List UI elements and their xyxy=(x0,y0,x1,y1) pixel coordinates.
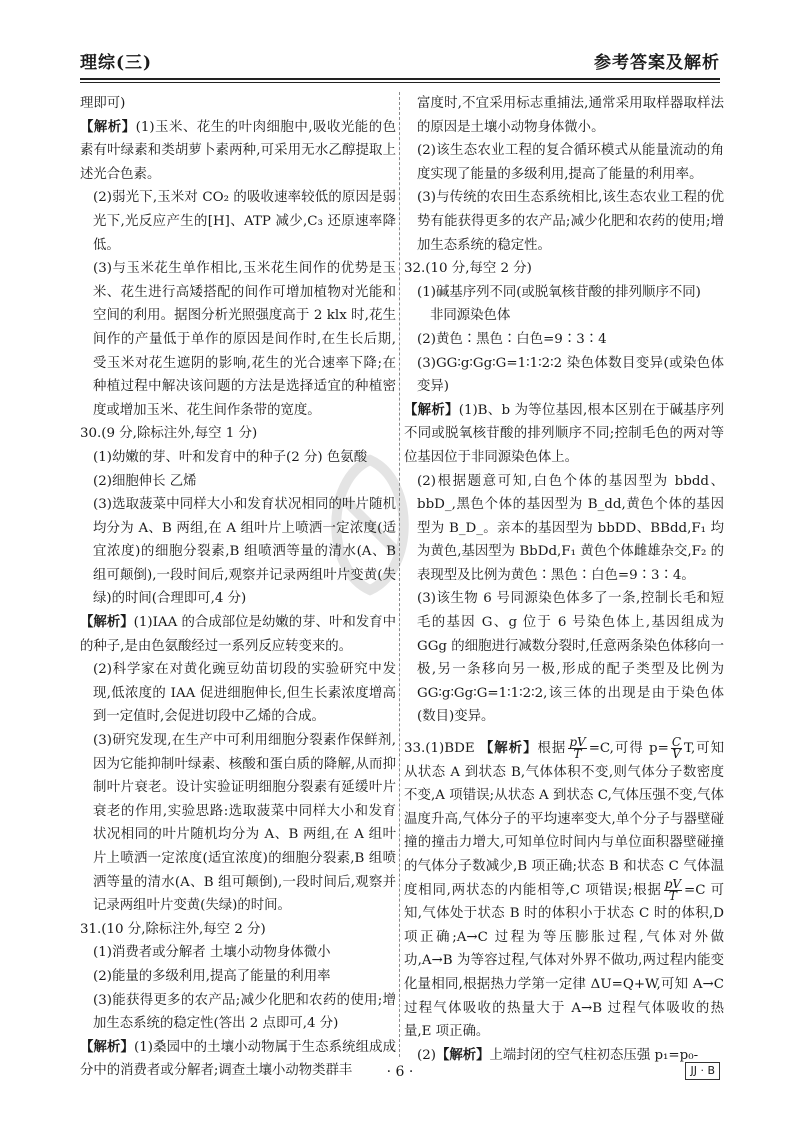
analysis-text: =C 可知,气体处于状态 B 时的体积小于状态 C 时的体积,D 项正确;A→C 过程为等压膨胀过程,气体对外做功,A→B 为等容过程,气体对外界不做功,两过程内能变化量相同,根据热力学第一定律 ΔU=Q+W,可知 A→C 过程气体吸收的热量大于 A→B 过程气体吸收的热量,E 项正确。 xyxy=(404,882,724,1040)
answer-line: (3)能获得更多的农产品;减少化肥和农药的使用;增加生态系统的稳定性(答出 2 点即可,4 分) xyxy=(93,992,396,1032)
header-rule-thin xyxy=(80,82,720,83)
left-column xyxy=(80,92,396,1083)
fraction-pv-over-t: $\frac{pV}{T}$ xyxy=(664,876,682,903)
answer-line: (2)细胞伸长 乙烯 xyxy=(93,473,197,489)
analysis-tag: 【解析】 xyxy=(404,401,459,418)
analysis-text: (1)玉米、花生的叶肉细胞中,吸收光能的色素有叶绿素和类胡萝卜素两种,可采用无水乙醇提取上述光合色素。 xyxy=(80,119,396,182)
answer-title: 参考答案及解析 xyxy=(594,53,720,73)
answer-line: (3)选取菠菜中同样大小和发育状况相同的叶片随机均分为 A、B 两组,在 A 组叶片上喷洒一定浓度(适宜浓度)的细胞分裂素,B 组喷洒等量的清水(A、B 组可颠倒),一段时间后,观察并记录两组叶片变黄(失绿)的时间(合理即可,4 分) xyxy=(93,497,396,607)
analysis-text: (1)IAA 的合成部位是幼嫩的芽、叶和发育中的种子,是由色氨酸经过一系列反应转变来的。 xyxy=(80,615,397,654)
fraction-c-over-v: $\frac{C}{V}$ xyxy=(671,735,681,762)
question-33-answer xyxy=(404,737,724,1044)
analysis-text: =C,可得 p= xyxy=(588,741,669,757)
analysis-text: (2)弱光下,玉米对 CO₂ 的吸收速率较低的原因是弱光下,光反应产生的[H]、ATP 减少,C₃ 还原速率降低。 xyxy=(93,190,396,253)
answer-line: (2)黄色∶黑色∶白色=9∶3∶4 xyxy=(417,331,607,347)
analysis-tag: 【解析】 xyxy=(80,1038,135,1055)
column-divider xyxy=(399,92,400,1057)
text-line: 理即可) xyxy=(80,96,126,111)
analysis-text: 根据 xyxy=(537,741,567,757)
page-number: · 6 · xyxy=(386,1064,414,1080)
answer-line: 33.(1)BDE xyxy=(404,741,480,757)
right-column xyxy=(404,92,724,1067)
analysis-text: (2)根据题意可知,白色个体的基因型为 bbdd、bbD_,黑色个体的基因型为 B_dd,黄色个体的基因型为 B_D_。亲本的基因型为 bbDD、BBdd,F₁ 均为黄色,基因型为 BbDd,F₁ 黄色个体雌雄杂交,F₂ 的表现型及比例为黄色∶黑色∶白色=9∶3∶4。 xyxy=(417,473,724,583)
answer-line: (2) xyxy=(417,1047,436,1063)
analysis-tag: 【解析】 xyxy=(479,740,538,757)
answer-line: (2)能量的多级利用,提高了能量的利用率 xyxy=(93,968,331,984)
analysis-tag: 【解析】 xyxy=(435,1046,490,1063)
answer-line: (1)碱基序列不同(或脱氧核苷酸的排列顺序不同) xyxy=(417,284,701,300)
analysis-text: (1)桑园中的土壤小动物属于生态系统组成成分中的消费者或分解者;调查土壤小动物类群丰 xyxy=(80,1039,397,1079)
question-32-header: 32.(10 分,每空 2 分) xyxy=(404,261,532,277)
header-rule xyxy=(80,78,720,80)
answer-line: (3)GG∶g∶Gg∶G=1∶1∶2∶2 染色体数目变异(或染色体变异) xyxy=(417,355,724,395)
analysis-text: T,可知从状态 A 到状态 B,气体体积不变,则气体分子数密度不变,A 项错误;从状态 A 到状态 C,气体压强不变,气体温度升高,气体分子的平均速率变大,单个分子与器壁碰撞的撞击力增大,可知单位时间内与单位面积器壁碰撞的气体分子数减少,B 项正确;状态 B 和状态 C 气体温度相同,两状态的内能相等,C 项错误;根据 xyxy=(404,741,725,898)
answer-line: 非同源染色体 xyxy=(430,308,511,324)
analysis-text: (2)该生态农业工程的复合循环模式从能量流动的角度实现了能量的多级利用,提高了能量的利用率。 xyxy=(417,143,724,182)
analysis-text: (3)研究发现,在生产中可利用细胞分裂素作保鲜剂,因为它能抑制叶绿素、核酸和蛋白质的降解,从而抑制叶片衰老。设计实验证明细胞分裂素有延缓叶片衰老的作用,实验思路:选取菠菜中同样大小和发育状况相同的叶片随机均分为 A、B 两组,在 A 组叶片上喷洒一定浓度(适宜浓度)的细胞分裂素,B 组喷洒等量的清水(A、B 组可颠倒),一段时间后,观察并记录两组叶片变黄(失绿)的时间。 xyxy=(93,733,396,914)
analysis-text: (3)与传统的农田生态系统相比,该生态农业工程的优势有能获得更多的农产品;减少化肥和农药的使用;增加生态系统的稳定性。 xyxy=(417,190,724,253)
analysis-text: 上端封闭的空气柱初态压强 p₁=p₀- xyxy=(489,1047,699,1063)
analysis-text: (3)该生物 6 号同源染色体多了一条,控制长毛和短毛的基因 G、g 位于 6 号染色体上,基因组成为 GGg 的细胞进行减数分裂时,任意两条染色体移向一极,另一条移向另一极,形成的配子类型及比例为 GG∶g∶Gg∶G=1∶1∶2∶2,该三体的出现是由于染色体(数目)变异。 xyxy=(417,591,724,725)
answer-line: (1)消费者或分解者 土壤小动物身体微小 xyxy=(93,945,331,961)
fraction-pv-over-t: $\frac{pV}{T}$ xyxy=(569,735,586,762)
analysis-text: (2)科学家在对黄化豌豆幼苗切段的实验研究中发现,低浓度的 IAA 促进细胞伸长,但生长素浓度增高到一定值时,会促进切段中乙烯的合成。 xyxy=(93,662,396,725)
paper-code-badge: JJ · B xyxy=(685,1062,720,1080)
analysis-tag: 【解析】 xyxy=(80,118,136,135)
analysis-text: (3)与玉米花生单作相比,玉米花生间作的优势是玉米、花生进行高矮搭配的间作可增加植物对光能和空间的利用。据图分析光照强度高于 2 klx 时,花生间作的产量低于单作的原因是间作时,在生长后期,受玉米对花生遮阴的影响,花生的光合速率下降;在种植过程中解决该问题的方法是选择适宜的种植密度或增加玉米、花生间作条带的宽度。 xyxy=(93,261,396,418)
answer-line: (1)幼嫩的芽、叶和发育中的种子(2 分) 色氨酸 xyxy=(93,449,368,465)
page-header xyxy=(80,48,720,78)
question-30-header: 30.(9 分,除标注外,每空 1 分) xyxy=(80,426,258,442)
analysis-text: 富度时,不宜采用标志重捕法,通常采用取样器取样法的原因是土壤小动物身体微小。 xyxy=(417,96,724,135)
subject-title: 理综(三) xyxy=(80,53,153,73)
question-31-header: 31.(10 分,除标注外,每空 2 分) xyxy=(80,921,266,937)
analysis-tag: 【解析】 xyxy=(80,614,134,631)
analysis-text: (1)B、b 为等位基因,根本区别在于碱基序列不同或脱氧核苷酸的排列顺序不同;控制毛色的两对等位基因位于非同源染色体上。 xyxy=(404,402,724,465)
